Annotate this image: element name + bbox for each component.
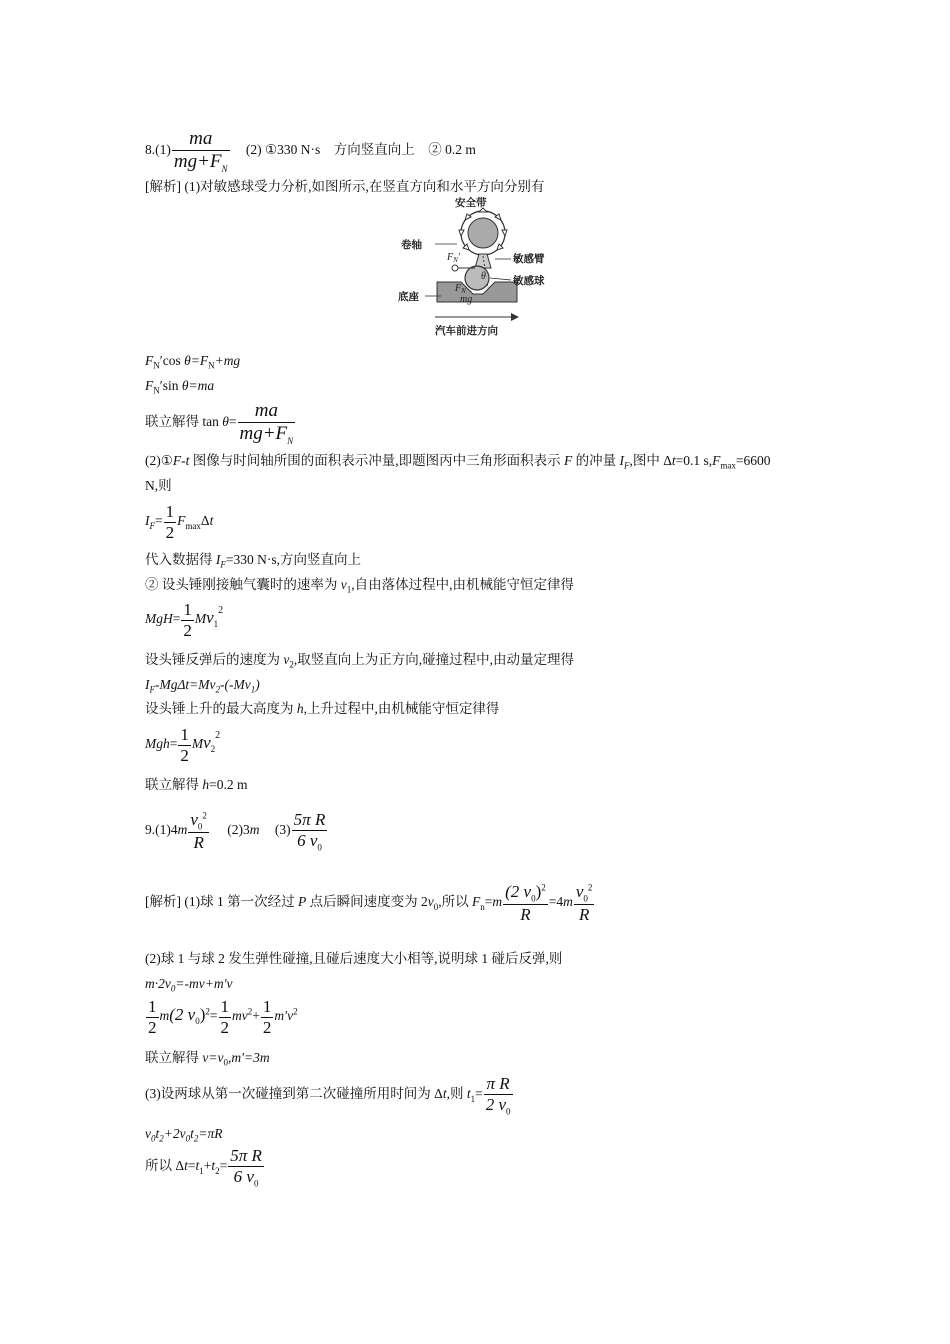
- ratchet-gear-icon: [459, 208, 507, 255]
- q9-en-e: 2: [205, 1006, 210, 1017]
- p2c-a: 设头锤反弹后的速度为: [145, 652, 284, 667]
- q9-head-e: (3): [274, 822, 291, 838]
- q8-substitute: [145, 553, 361, 570]
- q8-ans2: (2) ①330 N·s 方向竖直向上 ② 0.2 m: [245, 142, 476, 158]
- p2d-a: 设头锤上升的最大高度为: [145, 701, 297, 716]
- q8-tan-eq: =: [228, 414, 237, 430]
- q9-p3-e: 1: [470, 1093, 476, 1104]
- label-seatbelt: 安全带: [455, 197, 487, 209]
- ball-leader-line: [490, 278, 511, 280]
- q8-eq1-c: ′cos: [159, 353, 185, 368]
- q9-en-frac1: [146, 997, 159, 1037]
- q8-tan-line: [145, 400, 296, 446]
- mgH-c: M: [194, 611, 207, 627]
- q9-en-g: mv: [232, 1008, 248, 1024]
- q9-fin-g: t: [211, 1158, 216, 1174]
- q9-an1-a: [解析] (1)球 1 第一次经过: [145, 894, 298, 910]
- mom-a: I: [145, 677, 150, 692]
- q9-fin-b: t: [184, 1158, 188, 1174]
- q8-ans1-den-sub: N: [221, 163, 228, 174]
- q9-en-c: 0: [195, 1015, 200, 1026]
- q9-head-frac1-num: [188, 810, 209, 833]
- q9-head-b: m: [177, 822, 188, 838]
- q9-an1-j: m: [492, 894, 503, 910]
- sub-a: 代入数据得: [145, 552, 216, 567]
- q9-en-f: =: [209, 1008, 218, 1024]
- q9-eq-f: 0: [185, 1133, 191, 1144]
- q9-an1-n-b: 0: [531, 893, 536, 904]
- q8-tan-num: ma: [238, 400, 296, 423]
- p2l1-l: max: [720, 460, 736, 471]
- q9-mom-a: m·2v: [145, 976, 171, 991]
- q9-fin-a: 所以 Δ: [145, 1158, 185, 1174]
- q9-head-frac1-den: R: [193, 832, 204, 852]
- q9-answer-line: [145, 810, 328, 852]
- q8-tan-den-sub: N: [287, 435, 294, 446]
- mgh-f: 2: [215, 730, 221, 742]
- q9-fin-h: 2: [215, 1165, 220, 1176]
- label-direction: 汽车前进方向: [435, 325, 498, 337]
- q9-en-k: 2: [293, 1006, 298, 1017]
- q9-head-frac2-den: [292, 831, 328, 853]
- q9-an1-frac2-num: [574, 882, 595, 905]
- q8-tan-prefix: 联立解得 tan: [145, 414, 223, 430]
- q9-an1-c: 点后瞬间速度变为 2: [306, 894, 428, 910]
- q9-h2-den-v: 6 v: [297, 830, 318, 850]
- if-d: F: [177, 513, 186, 529]
- q8-eq2-c: ′sin: [159, 378, 182, 393]
- mgh-d: v: [203, 733, 211, 753]
- q9-head-d: m: [249, 822, 260, 838]
- mom-f: 1: [250, 684, 256, 695]
- q9-eq-g: t: [190, 1126, 194, 1141]
- sub-b: I: [215, 552, 221, 567]
- if-f: Δ: [200, 513, 210, 529]
- q9-fin-e: 1: [199, 1165, 204, 1176]
- q9-an1-frac1: [503, 882, 548, 924]
- q9-an1-i: =: [484, 894, 493, 910]
- q8-ans1-num: ma: [172, 128, 230, 151]
- q9-eq-e: +2v: [163, 1126, 186, 1141]
- if-num: 1: [165, 502, 175, 521]
- p2l1-a: (2)①: [145, 453, 173, 468]
- if-e: max: [185, 520, 201, 531]
- q8-eq1-f: N: [208, 360, 215, 371]
- mgH-d: v: [206, 608, 214, 628]
- q9-an1-g: F: [471, 894, 481, 910]
- label-fn-prime: [446, 252, 461, 264]
- q9-an1-e: 0: [433, 901, 439, 912]
- res-b: h: [202, 777, 210, 792]
- q9-fin-f: +: [203, 1158, 212, 1174]
- q9-fin-i: =: [219, 1158, 228, 1174]
- q9-p3: [145, 1074, 514, 1116]
- label-mg: mg: [460, 294, 473, 305]
- q8-momentum: [145, 678, 260, 695]
- q9-fin-c: =: [187, 1158, 196, 1174]
- q8-tan-theta: θ: [222, 414, 229, 430]
- mom-c: -MgΔt=Mv: [155, 677, 216, 692]
- label-sensor-ball: 敏感球: [513, 275, 545, 287]
- label-fn-prime-mark: ': [457, 252, 460, 263]
- q9-head-frac1: [188, 810, 209, 852]
- q9-fin-den-sub: 0: [253, 1177, 259, 1188]
- q9-fin-d: t: [195, 1158, 200, 1174]
- q9-eq-d: 2: [159, 1133, 164, 1144]
- q9-p3-d: t: [466, 1086, 471, 1102]
- q9-eq-c: t: [155, 1126, 160, 1141]
- q9-en-d: ): [199, 1005, 206, 1025]
- q9-eq-h: 2: [193, 1133, 199, 1144]
- q9-res-b: v=v: [202, 1050, 224, 1065]
- q9-head-frac2: [292, 810, 328, 852]
- p2c-d: ,取竖直向上为正方向,碰撞过程中,由动量定理得: [293, 652, 574, 667]
- q9-an1-h: n: [480, 901, 485, 912]
- q8-result: [145, 778, 248, 792]
- q9-p3-den-v: 2 v: [485, 1094, 507, 1114]
- q8-eq2-d: θ: [181, 378, 189, 393]
- q8-eq2-b: N: [153, 385, 160, 396]
- q9-en-frac2: [219, 997, 232, 1037]
- q8-eq2-e: =ma: [188, 378, 215, 393]
- q9-en-h: 2: [247, 1006, 253, 1017]
- q9-energy: [145, 997, 298, 1037]
- q8-tan-den-text: mg+F: [239, 422, 288, 444]
- q9-an1-frac2: [574, 882, 595, 924]
- q9-mom-b: =-mv+m′v: [175, 976, 233, 991]
- q9-analysis2: (2)球 1 与球 2 发生弹性碰撞,且碰后速度大小相等,说明球 1 碰后反弹,则: [145, 951, 563, 966]
- mom-b: F: [149, 684, 155, 695]
- q8-tan-fraction: [238, 400, 296, 446]
- q9-head-c: (2)3: [227, 822, 250, 838]
- label-fn-text: F: [455, 283, 462, 294]
- q9-head-a: 9.(1)4: [145, 822, 178, 838]
- seatbelt-sensor-diagram: [395, 196, 560, 338]
- label-theta: θ: [481, 271, 486, 282]
- p2l1-e: 的冲量: [572, 453, 620, 468]
- p2d-c: ,上升过程中,由机械能守恒定律得: [303, 701, 500, 716]
- q9-en-b: (2 v: [169, 1005, 196, 1025]
- q8-eq1-a: F: [145, 353, 154, 368]
- q9-en-den3: 2: [262, 1017, 272, 1037]
- q9-an1-frac2-den: R: [578, 904, 590, 924]
- q9-an1-n-sup: 2: [541, 882, 546, 893]
- q9-an1-n-a: (2 v: [505, 882, 532, 901]
- p2b-a: ② 设头锤刚接触气囊时的速率为: [145, 577, 341, 592]
- label-fn-prime-text: F: [447, 252, 454, 263]
- p2l1-m: =6600: [735, 453, 771, 468]
- p2c-b: v: [283, 652, 290, 667]
- mgh-e: 2: [210, 743, 216, 754]
- p2b-d: ,自由落体过程中,由机械能守恒定律得: [351, 577, 574, 592]
- q8-eq1-e: =F: [190, 353, 209, 368]
- res-c: =0.2 m: [209, 777, 248, 792]
- q8-answer-line: [145, 128, 476, 174]
- q9-momentum: [145, 977, 233, 994]
- q9-eq-b: 0: [151, 1133, 156, 1144]
- mgh-num: 1: [180, 725, 189, 744]
- q9-fin-num: 5π R: [230, 1146, 262, 1165]
- q9-p3-den-sub: 0: [506, 1105, 511, 1116]
- q9-h2-den-sub: 0: [317, 841, 322, 852]
- q9-final: [145, 1146, 265, 1188]
- label-sensor-arm: 敏感臂: [513, 253, 545, 265]
- q9-en-den1: 2: [148, 1017, 157, 1037]
- p2l1-h: ,图中 Δ: [629, 453, 672, 468]
- mgh-den: 2: [180, 745, 189, 765]
- q9-an1-l: m: [563, 894, 573, 910]
- q8-p2b: [145, 578, 574, 595]
- p2l1-g: F: [623, 460, 630, 471]
- q9-an1-n2-sup: 2: [587, 882, 593, 893]
- q9-eq-i: =π: [198, 1126, 215, 1141]
- q9-eq-a: v: [145, 1126, 151, 1141]
- sub-d: =330 N·s,方向竖直向上: [225, 552, 361, 567]
- q9-p3-a: (3)设两球从第一次碰撞到第二次碰撞所用时间为 Δ: [145, 1086, 443, 1102]
- q9-en-a: m: [159, 1008, 170, 1024]
- q9-an1-d: v: [427, 894, 434, 910]
- p2b-c: 1: [346, 584, 352, 595]
- sub-c: F: [220, 559, 226, 570]
- label-base: 底座: [398, 291, 419, 303]
- q9-h1-sup: 2: [202, 810, 207, 821]
- q8-p2-line2: N,则: [145, 478, 172, 493]
- q8-p2d: [145, 702, 499, 716]
- res-a: 联立解得: [145, 777, 203, 792]
- if-b: F: [149, 520, 155, 531]
- q9-an1-n-c: ): [535, 882, 542, 901]
- p2l1-d: F: [563, 453, 573, 468]
- q8-impulse-eq: [145, 502, 213, 542]
- q9-fin-den: [228, 1167, 264, 1189]
- mom-e: -(-Mv: [220, 677, 251, 692]
- q9-an1-frac1-num: [503, 882, 548, 905]
- q9-eq-j: R: [214, 1126, 223, 1141]
- mgH-e: 1: [213, 618, 219, 629]
- q8-p2-line1: [145, 454, 771, 471]
- mgH-b: =: [172, 611, 181, 627]
- p2l1-j: =0.1 s,: [675, 453, 713, 468]
- mgh-a: Mgh: [145, 736, 170, 752]
- q9-res-d: ,m′=3m: [227, 1050, 270, 1065]
- mom-g: ): [255, 677, 260, 692]
- mom-d: 2: [215, 684, 221, 695]
- q9-en-den2: 2: [220, 1017, 230, 1037]
- q8-eq1-g: +mg: [214, 353, 241, 368]
- q9-an1-n2-sub: 0: [583, 893, 588, 904]
- q8-eq2: [145, 379, 214, 396]
- p2l1-c: 图像与时间轴所围的面积表示冲量,即题图丙中三角形面积表示: [189, 453, 564, 468]
- q9-p3-f: =: [475, 1086, 483, 1102]
- if-den: 2: [165, 522, 175, 542]
- q9-mom-sub: 0: [170, 983, 176, 994]
- q9-analysis1: [145, 882, 595, 924]
- q9-fin-den-v: 6 v: [233, 1166, 254, 1186]
- q8-eq1-d: θ: [184, 353, 191, 368]
- mgH-a: MgH: [145, 611, 173, 627]
- q8-number: 8.(1): [145, 142, 171, 158]
- q9-fin-frac: [228, 1146, 264, 1188]
- q8-ans1-den-text: mg+F: [173, 150, 222, 172]
- q9-an1-frac1-den: R: [520, 904, 531, 924]
- if-a: I: [145, 513, 150, 529]
- q9-h2-num: 5π R: [293, 810, 326, 829]
- p2l1-b: F-t: [172, 453, 190, 468]
- q8-analysis-intro: [解析] (1)对敏感球受力分析,如图所示,在竖直方向和水平方向分别有: [145, 179, 545, 194]
- q9-p3-c: ,则: [446, 1086, 467, 1102]
- q9-h1-sub: 0: [197, 821, 203, 832]
- q8-eq1-b: N: [153, 360, 160, 371]
- p2l1-k: F: [712, 453, 721, 468]
- q9-an1-f: ,所以: [438, 894, 472, 910]
- q9-an1-n2-v: v: [575, 882, 584, 901]
- mgH-f: 2: [218, 605, 224, 617]
- if-fraction: [164, 502, 177, 542]
- q9-distance-eq: [145, 1127, 223, 1144]
- direction-arrow: [435, 313, 519, 321]
- mgH-fraction: [181, 600, 194, 640]
- q9-en-num1: 1: [148, 997, 157, 1016]
- q9-en-num2: 1: [220, 997, 230, 1016]
- label-fn-sub: N: [461, 287, 466, 295]
- mgH-den: 2: [183, 620, 192, 640]
- label-reel: 卷轴: [401, 239, 422, 251]
- if-c: =: [155, 513, 163, 529]
- q9-h1-v: v: [190, 810, 198, 829]
- q8-energy2: [145, 725, 220, 765]
- q8-eq2-a: F: [145, 378, 154, 393]
- q9-an1-k: =4: [548, 894, 564, 910]
- mgh-b: =: [169, 736, 178, 752]
- q9-res-a: 联立解得: [145, 1050, 203, 1065]
- q9-p3-num: π R: [484, 1074, 513, 1095]
- q9-en-j: m′v: [274, 1008, 294, 1024]
- q9-en-i: +: [252, 1008, 260, 1024]
- p2b-b: v: [340, 577, 347, 592]
- q9-p3-den: [484, 1095, 513, 1117]
- mgH-num: 1: [183, 600, 192, 619]
- if-g: t: [209, 513, 214, 529]
- q8-energy1: [145, 600, 223, 640]
- q9-en-num3: 1: [262, 997, 272, 1016]
- q9-en-frac3: [261, 997, 274, 1037]
- q9-p3-frac: [484, 1074, 513, 1116]
- q9-an1-b: P: [297, 894, 307, 910]
- p2c-c: 2: [289, 659, 294, 670]
- p2d-b: h: [296, 701, 304, 716]
- mgh-c: M: [191, 736, 204, 752]
- q8-tan-den: [238, 423, 296, 446]
- q9-p3-b: t: [442, 1086, 447, 1102]
- q8-p2c: [145, 653, 574, 670]
- p2l1-i: t: [671, 453, 676, 468]
- label-fn-prime-sub: N: [453, 256, 458, 264]
- q8-ans1-den: [172, 151, 230, 174]
- q9-res-c: 0: [223, 1057, 228, 1068]
- q8-eq1: [145, 354, 240, 371]
- mgh-fraction: [178, 725, 191, 765]
- q9-result: [145, 1051, 270, 1068]
- q8-ans1-fraction: [172, 128, 230, 174]
- p2l1-f: I: [619, 453, 624, 468]
